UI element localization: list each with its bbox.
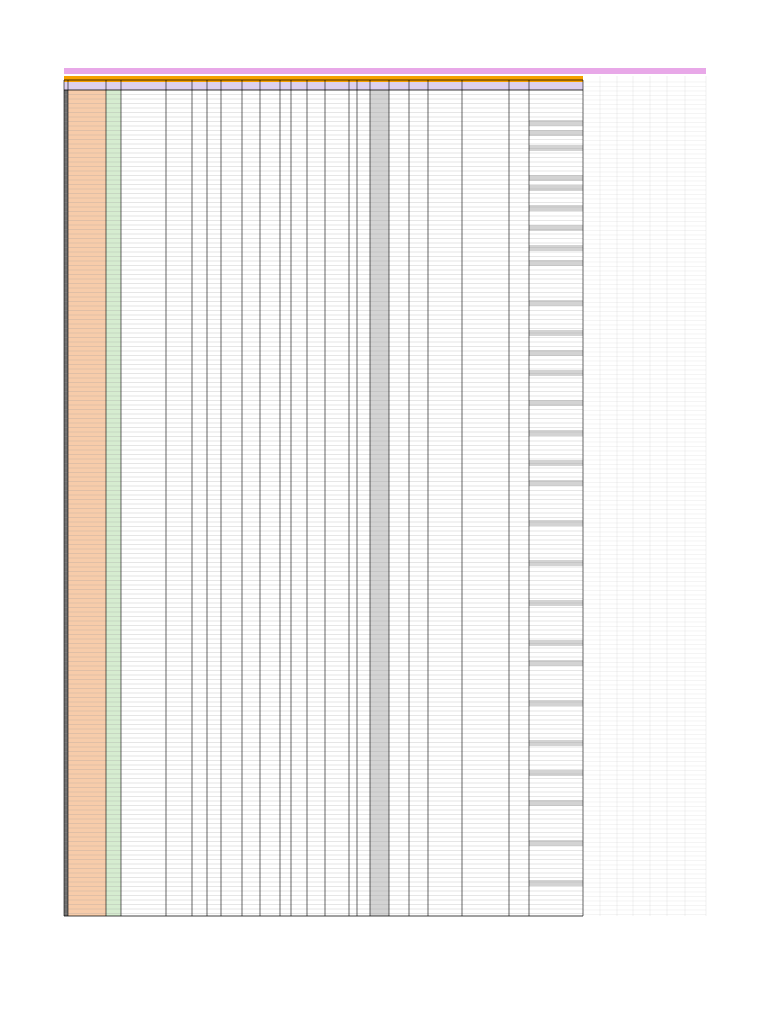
comment-shade-21 bbox=[529, 660, 583, 666]
comment-shade-26 bbox=[529, 840, 583, 846]
comment-shade-12 bbox=[529, 370, 583, 376]
comment-shade-4 bbox=[529, 185, 583, 191]
comment-shade-0 bbox=[529, 120, 583, 126]
comment-shade-24 bbox=[529, 770, 583, 776]
comment-shade-2 bbox=[529, 145, 583, 151]
header-row bbox=[64, 82, 583, 90]
comment-shade-17 bbox=[529, 520, 583, 526]
comment-shade-15 bbox=[529, 460, 583, 466]
comment-shade-18 bbox=[529, 560, 583, 566]
comment-shade-5 bbox=[529, 205, 583, 211]
comment-shade-16 bbox=[529, 480, 583, 486]
comment-shade-14 bbox=[529, 430, 583, 436]
comment-shade-23 bbox=[529, 740, 583, 746]
comment-shade-20 bbox=[529, 640, 583, 646]
comment-shade-9 bbox=[529, 300, 583, 306]
header-band bbox=[64, 76, 583, 80]
comment-shade-27 bbox=[529, 880, 583, 886]
title-band bbox=[64, 68, 706, 74]
comment-shade-22 bbox=[529, 700, 583, 706]
comment-shade-7 bbox=[529, 245, 583, 251]
comment-shade-6 bbox=[529, 225, 583, 231]
